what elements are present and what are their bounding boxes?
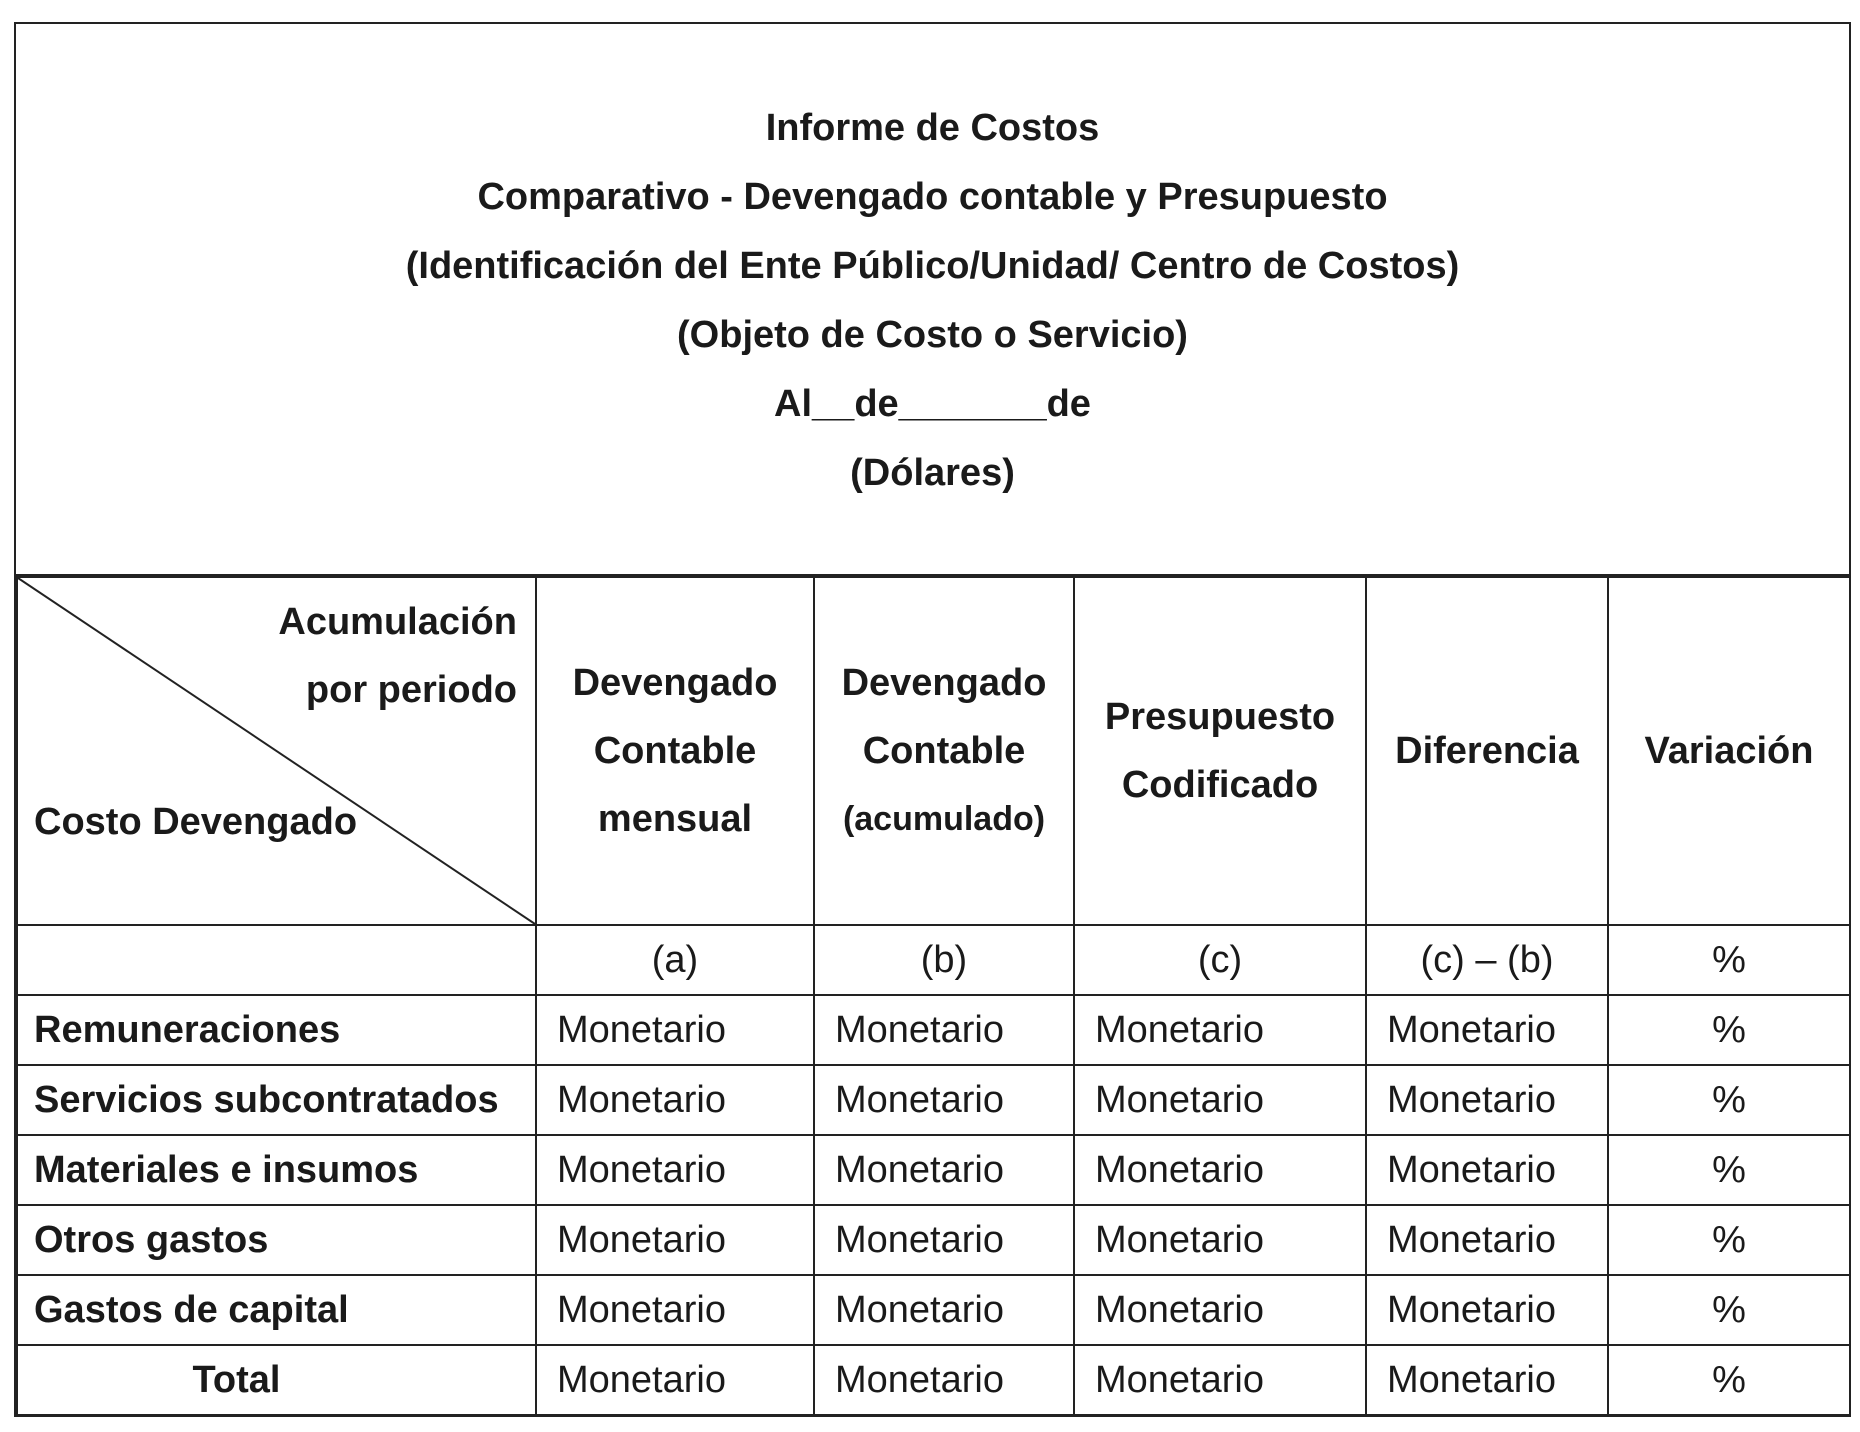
report-date-line: Al__de_______de [774,383,1091,425]
col-header-accumulated: Devengado Contable (acumulado) [814,577,1074,925]
value-cell: Monetario [814,1345,1074,1415]
cost-report [14,22,1851,1417]
value-cell: Monetario [1366,1205,1608,1275]
value-cell: Monetario [536,1205,814,1275]
row-label: Gastos de capital [17,1275,536,1345]
col-header-monthly: Devengado Contable mensual [536,577,814,925]
value-cell: Monetario [814,1205,1074,1275]
table-row [17,995,1850,1065]
report-subtitle: Comparativo - Devengado contable y Presupuesto [477,176,1388,218]
value-cell: Monetario [814,1135,1074,1205]
value-cell: Monetario [1074,1205,1366,1275]
row-label: Materiales e insumos [17,1135,536,1205]
value-cell: Monetario [1074,1275,1366,1345]
entity-identification: (Identificación del Ente Público/Unidad/ Centro de Costos) [405,245,1460,287]
empty-cell [17,925,536,995]
table-row [17,1275,1850,1345]
table-row [17,1205,1850,1275]
report-title-block [16,24,1849,576]
value-cell: Monetario [1366,995,1608,1065]
value-cell: Monetario [536,1275,814,1345]
cost-table [16,576,1851,1416]
report-title: Informe de Costos [765,107,1100,149]
value-cell: Monetario [536,1065,814,1135]
row-label: Remuneraciones [17,995,536,1065]
percent-cell: % [1608,995,1850,1065]
percent-cell: % [1608,1345,1850,1415]
cost-object: (Objeto de Costo o Servicio) [677,314,1188,356]
value-cell: Monetario [814,1065,1074,1135]
value-cell: Monetario [814,1275,1074,1345]
row-label: Otros gastos [17,1205,536,1275]
col-header-budget: Presupuesto Codificado [1074,577,1366,925]
value-cell: Monetario [536,995,814,1065]
percent-cell: % [1608,1135,1850,1205]
table-row [17,1135,1850,1205]
col-header-difference: Diferencia [1366,577,1608,925]
column-code: (a) [536,925,814,995]
total-row [17,1345,1850,1415]
value-cell: Monetario [536,1135,814,1205]
column-code: (b) [814,925,1074,995]
column-code: % [1608,925,1850,995]
value-cell: Monetario [536,1345,814,1415]
percent-cell: % [1608,1205,1850,1275]
column-code: (c) – (b) [1366,925,1608,995]
cost-accrued-label: Costo Devengado [34,801,358,843]
table-row [17,1065,1850,1135]
value-cell: Monetario [1366,1345,1608,1415]
value-cell: Monetario [1366,1135,1608,1205]
accumulation-label: Acumulación por periodo [278,601,517,711]
column-codes-row [17,925,1850,995]
value-cell: Monetario [1074,1135,1366,1205]
value-cell: Monetario [1074,1065,1366,1135]
value-cell: Monetario [1366,1275,1608,1345]
corner-header-cell [17,577,536,925]
table-header-row [17,577,1850,925]
row-label: Servicios subcontratados [17,1065,536,1135]
value-cell: Monetario [1074,1345,1366,1415]
value-cell: Monetario [1074,995,1366,1065]
percent-cell: % [1608,1275,1850,1345]
column-code: (c) [1074,925,1366,995]
value-cell: Monetario [814,995,1074,1065]
col-header-variation: Variación [1608,577,1850,925]
value-cell: Monetario [1366,1065,1608,1135]
currency-unit: (Dólares) [850,452,1015,494]
total-label: Total [17,1345,536,1415]
percent-cell: % [1608,1065,1850,1135]
